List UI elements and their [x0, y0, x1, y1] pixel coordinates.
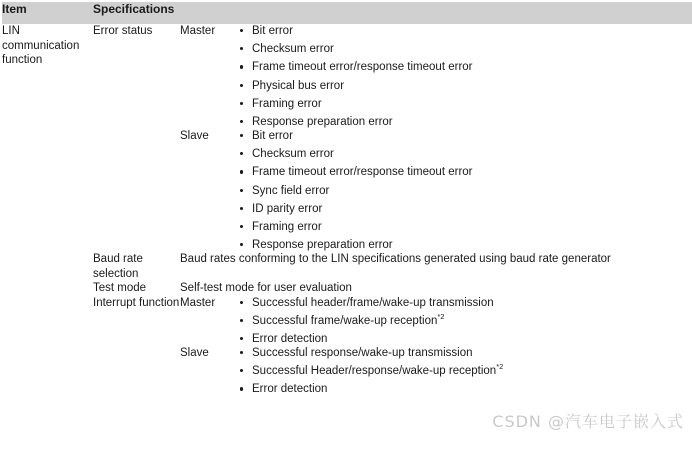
- list-item: Checksum error: [235, 42, 692, 56]
- list-item-text: Successful header/frame/wake-up transmission: [252, 296, 494, 309]
- continuation-cell-feature: [93, 396, 180, 402]
- cell-detail-baud-rate-selection: Baud rates conforming to the LIN specifications generated using baud rate generator: [180, 253, 611, 266]
- list-item: Bit error: [235, 24, 692, 38]
- bullet-list-interrupt-master: [235, 296, 692, 346]
- cell-item-lin-communication-function: LIN communication function: [2, 25, 80, 66]
- continuation-cell-item: [2, 396, 93, 402]
- list-item-text: Error detection: [252, 332, 328, 345]
- list-item: [235, 346, 692, 360]
- cell-role-master: Master: [180, 296, 216, 309]
- list-item-text: Error detection: [252, 383, 328, 396]
- table-row-continuation: [2, 396, 692, 402]
- list-item-text: Successful response/wake-up transmission: [252, 346, 473, 359]
- list-item: Framing error: [235, 97, 692, 111]
- header-item: Item: [2, 2, 93, 24]
- list-item: Frame timeout error/response timeout error: [235, 60, 692, 74]
- list-item-text: Successful Header/response/wake-up reception: [252, 365, 497, 378]
- list-item: [235, 332, 692, 346]
- footnote-marker: *2: [437, 311, 445, 321]
- bullet-list-error-status-master: [235, 24, 692, 129]
- list-item: Physical bus error: [235, 79, 692, 93]
- list-item: [235, 382, 692, 396]
- list-item: ID parity error: [235, 202, 692, 216]
- bullet-list-error-status-slave: [235, 129, 692, 252]
- cell-role-slave: Slave: [180, 346, 209, 359]
- list-item: [235, 296, 692, 310]
- table-header-row: [2, 2, 692, 24]
- table-row-interrupt-master: [2, 296, 692, 346]
- cell-detail-test-mode: Self-test mode for user evaluation: [180, 282, 352, 295]
- table-row-error-status-master: [2, 24, 692, 129]
- header-specifications: Specifications: [93, 2, 692, 24]
- cell-feature-baud-rate-selection: Baud rate selection: [93, 253, 143, 280]
- list-item: Response preparation error: [235, 238, 692, 252]
- cell-detail-interrupt-slave: [235, 346, 692, 396]
- footnote-marker: *2: [496, 362, 504, 372]
- cell-feature-test-mode: Test mode: [93, 282, 147, 295]
- table-row-baud-rate-selection: [2, 252, 692, 281]
- list-item: Sync field error: [235, 184, 692, 198]
- table-row-test-mode: [2, 281, 692, 296]
- continuation-cell-detail: [235, 396, 692, 402]
- bullet-list-interrupt-slave: [235, 346, 692, 396]
- cell-detail-interrupt-master: [235, 296, 692, 346]
- continuation-cell-role: [180, 396, 235, 402]
- list-item: Response preparation error: [235, 115, 692, 129]
- cell-detail-error-status-slave: [235, 129, 692, 252]
- list-item: [235, 311, 692, 328]
- list-item: Frame timeout error/response timeout error: [235, 165, 692, 179]
- lin-specifications-table: [2, 2, 692, 402]
- cell-detail-error-status-master: [235, 24, 692, 129]
- cell-feature-interrupt-function: Interrupt function: [93, 296, 180, 309]
- list-item-text: Successful frame/wake-up reception: [252, 314, 438, 327]
- csdn-watermark: CSDN @汽车电子嵌入式: [492, 412, 684, 431]
- cell-role-master: Master: [180, 25, 216, 37]
- list-item: [235, 364, 692, 378]
- cell-feature-error-status: Error status: [93, 25, 153, 37]
- cell-role-slave: Slave: [180, 129, 209, 142]
- list-item: Checksum error: [235, 147, 692, 161]
- list-item: Framing error: [235, 220, 692, 234]
- list-item: Bit error: [235, 129, 692, 143]
